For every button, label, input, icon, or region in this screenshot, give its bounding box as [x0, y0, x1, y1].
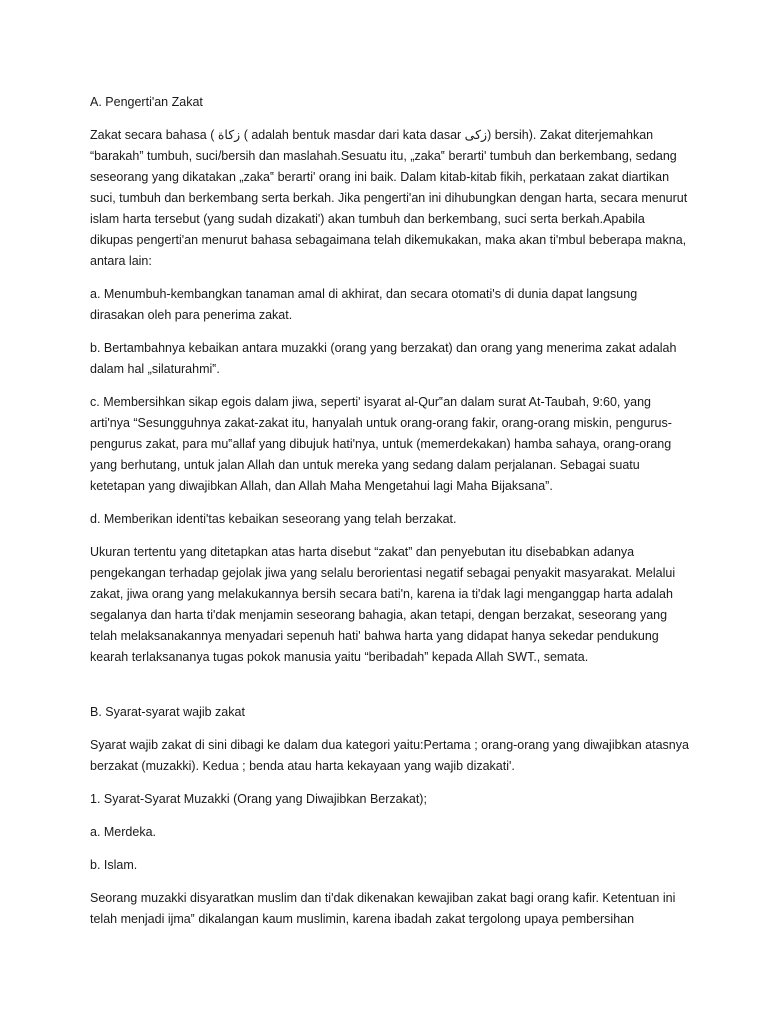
section-a-list-item-a: a. Menumbuh-kembangkan tanaman amal di akhirat, dan secara otomati's di dunia dapat langsung dirasakan oleh para penerima zakat. — [90, 287, 638, 322]
section-a-paragraph-1: Zakat secara bahasa ( زكاة ( adalah bentuk masdar dari kata dasar زكى) bersih). Zakat diterjemahkan “barakah” tumbuh, suci/bersih dan maslahah.Sesuatu itu, „zaka‟ berarti' tumbuh dan berkembang, sedang seseorang yang dikatakan „zaka‟ berarti' orang ini baik. Dalam kitab-kitab fikih, perkataan zakat diartikan suci, tumbuh dan berkembang serta berkah. Jika pengerti'an ini dihubungkan dengan harta, secara menurut islam harta tersebut (yang sudah dizakati') akan tumbuh dan berkembang, suci serta berkah.Apabila dikupas pengerti'an menurut bahasa sebagaimana telah dikemukakan, maka akan ti'mbul beberapa makna, antara lain: — [90, 128, 688, 268]
section-a-paragraph-2: Ukuran tertentu yang ditetapkan atas harta disebut “zakat” dan penyebutan itu disebabkan adanya pengekangan terhadap gejolak jiwa yang selalu berorientasi negatif sebagai penyakit masyarakat. Melalui zakat, jiwa orang yang melakukannya bersih secara bati'n, karena ia ti'dak lagi menganggap harta adalah segalanya dan harta ti'dak menjamin seseorang bahagia, akan tetapi, dengan berzakat, seseorang yang telah melaksanakannya menyadari sepenuh hati' bahwa harta yang didapat hanya sekedar pendukung kearah terlaksananya tugas pokok manusia yaitu “beribadah” kepada Allah SWT., semata. — [90, 545, 676, 664]
document-page — [90, 92, 690, 942]
section-a-list-item-d: d. Memberikan identi'tas kebaikan seseorang yang telah berzakat. — [90, 512, 457, 526]
section-b-subheading-1: 1. Syarat-Syarat Muzakki (Orang yang Diwajibkan Berzakat); — [90, 792, 427, 806]
section-b-paragraph-1: Syarat wajib zakat di sini dibagi ke dalam dua kategori yaitu:Pertama ; orang-orang yang diwajibkan atasnya berzakat (muzakki). Kedua ; benda atau harta kekayaan yang wajib dizakati'. — [90, 738, 689, 773]
section-b-list-item-b: b. Islam. — [90, 858, 138, 872]
section-a-heading: A. Pengerti'an Zakat — [90, 95, 203, 109]
section-a-list-item-c: c. Membersihkan sikap egois dalam jiwa, seperti' isyarat al-Qur‟an dalam surat At-Taubah, 9:60, yang arti'nya “Sesungguhnya zakat-zakat itu, hanyalah untuk orang-orang fakir, orang-orang miskin, pengurus-pengurus zakat, para mu‟allaf yang dibujuk hati'nya, untuk (memerdekakan) hamba sahaya, orang-orang yang berhutang, untuk jalan Allah dan untuk mereka yang sedang dalam perjalanan. Sebagai suatu ketetapan yang diwajibkan Allah, dan Allah Maha Mengetahui lagi Maha Bijaksana”. — [90, 395, 672, 493]
section-spacer — [90, 680, 690, 702]
section-b-list-item-a: a. Merdeka. — [90, 825, 157, 839]
section-b-paragraph-2: Seorang muzakki disyaratkan muslim dan ti'dak dikenakan kewajiban zakat bagi orang kafir. Ketentuan ini telah menjadi ijma‟ dikalangan kaum muslimin, karena ibadah zakat tergolong upaya pembersihan — [90, 891, 676, 926]
section-b-heading: B. Syarat-syarat wajib zakat — [90, 705, 245, 719]
section-a-list-item-b: b. Bertambahnya kebaikan antara muzakki (orang yang berzakat) dan orang yang menerima zakat adalah dalam hal „silaturahmi‟. — [90, 341, 677, 376]
